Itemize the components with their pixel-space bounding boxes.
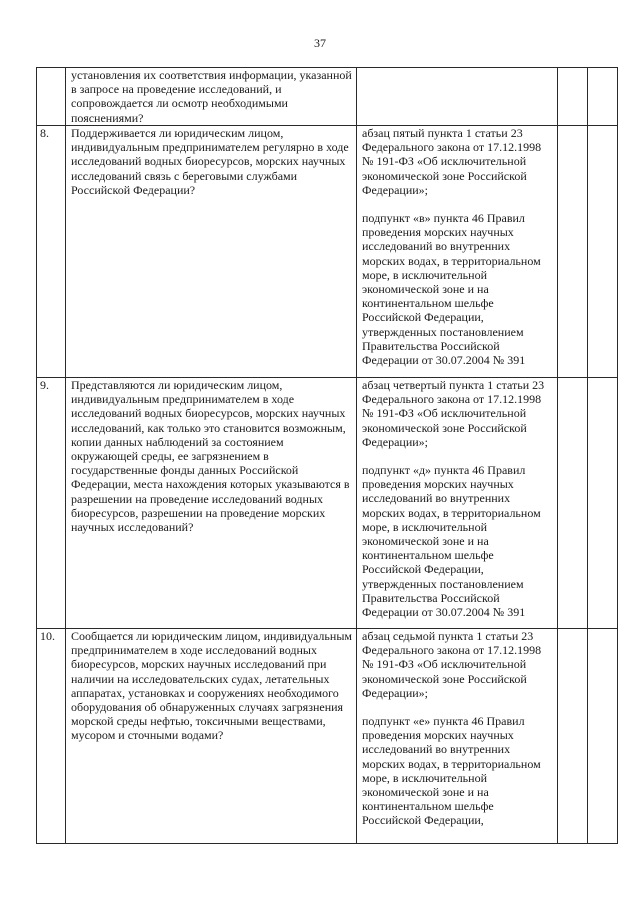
question-cell: Представляются ли юридическим лицом, индивидуальным предпринимателем в ходе исследований водных биоресурсов, морских научных исследований, как только это становится возможным, копии данных наблюдений за состоянием окружающей среды, ее загрязнением в государственные фонды данных Российской Федерации, места нахождения которых указываются в разрешении на проведение исследований водных биоресурсов, разрешении на проведение морских научных исследований? (66, 378, 357, 629)
empty-cell (588, 629, 618, 844)
legal-reference: подпункт «д» пункта 46 Правил проведения морских научных исследований во внутренних морских водах, в территориальном море, в исключительной экономической зоне и на континентальном шельфе Российской Федерации, утвержденных постановлением Правительства Российской Федерации от 30.07.2004 № 391 (362, 463, 541, 620)
page-number: 37 (314, 36, 326, 50)
row-number-cell: 9. (37, 378, 66, 629)
row-number-cell (37, 68, 66, 126)
empty-cell (558, 629, 588, 844)
table-row (37, 378, 618, 629)
row-number-cell: 8. (37, 126, 66, 378)
question-cell: установления их соответствия информации, указанной в запросе на проведение исследований, и сопровождается ли осмотр необходимыми пояснениями? (66, 68, 357, 126)
empty-cell (588, 378, 618, 629)
table-row (37, 629, 618, 844)
table-row (37, 68, 618, 126)
legal-reference: подпункт «е» пункта 46 Правил проведения морских научных исследований во внутренних морских водах, в территориальном море, в исключительной экономической зоне и на континентальном шельфе Российской Федерации, (362, 714, 541, 828)
empty-cell (588, 126, 618, 378)
legal-reference-cell (357, 629, 558, 844)
requirements-table (36, 67, 618, 844)
table-row (37, 126, 618, 378)
row-number-cell: 10. (37, 629, 66, 844)
legal-reference: абзац пятый пункта 1 статьи 23 Федерального закона от 17.12.1998 № 191-ФЗ «Об исключительной экономической зоне Российской Федерации»; (362, 126, 542, 197)
legal-reference: абзац четвертый пункта 1 статьи 23 Федерального закона от 17.12.1998 № 191-ФЗ «Об исключительной экономической зоне Российской Федерации»; (362, 378, 545, 449)
question-cell: Сообщается ли юридическим лицом, индивидуальным предпринимателем в ходе исследований водных биоресурсов, морских научных исследований при наличии на исследовательских судах, летательных аппаратах, установках и сооружениях необходимого оборудования об обнаруженных случаях загрязнения морской среды нефтью, токсичными веществами, мусором и сточными водами? (66, 629, 357, 844)
empty-cell (558, 126, 588, 378)
legal-reference: подпункт «в» пункта 46 Правил проведения морских научных исследований во внутренних морских водах, в территориальном море, в исключительной экономической зоне и на континентальном шельфе Российской Федерации, утвержденных постановлением Правительства Российской Федерации от 30.07.2004 № 391 (362, 211, 541, 368)
empty-cell (558, 68, 588, 126)
empty-cell (588, 68, 618, 126)
legal-reference-cell (357, 378, 558, 629)
legal-reference-cell (357, 68, 558, 126)
legal-reference: абзац седьмой пункта 1 статьи 23 Федерального закона от 17.12.1998 № 191-ФЗ «Об исключительной экономической зоне Российской Федерации»; (362, 629, 542, 700)
question-cell: Поддерживается ли юридическим лицом, индивидуальным предпринимателем регулярно в ходе исследований водных биоресурсов, морских научных исследований связь с береговыми службами Российской Федерации? (66, 126, 357, 378)
empty-cell (558, 378, 588, 629)
legal-reference-cell (357, 126, 558, 378)
